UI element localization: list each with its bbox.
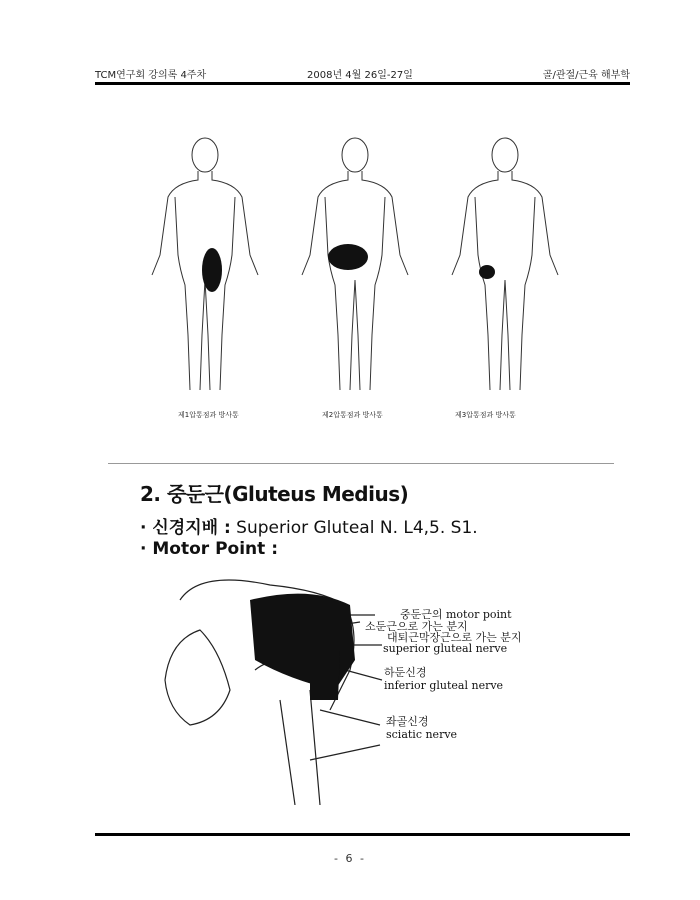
label-inferior-kr: 하둔신경: [384, 666, 427, 679]
figure-caption-2: 제2압통점과 방사통: [322, 411, 383, 419]
section-title: 2. 중둔근(Gluteus Medius): [140, 482, 409, 506]
body-figure-3: [452, 138, 558, 390]
header-center: 2008년 4월 26일-27일: [307, 70, 413, 81]
figure-caption-3: 제3압통점과 방사통: [455, 411, 516, 419]
label-inferior-gluteal-nerve: inferior gluteal nerve: [384, 679, 504, 692]
page-header: [95, 66, 630, 82]
label-sciatic-kr: 좌골신경: [386, 715, 429, 728]
innervation-value: Superior Gluteal N. L4,5. S1.: [230, 518, 478, 538]
gluteus-medius-muscle: [250, 594, 355, 690]
pain-area-2: [328, 244, 368, 270]
label-tfl-branch: 대퇴근막장근으로 가는 분지: [387, 631, 522, 644]
label-motor-point: 중둔근의 motor point: [400, 608, 512, 621]
motor-point-bullet: · Motor Point :: [140, 539, 278, 559]
header-rule: [95, 82, 630, 85]
figure-caption-1: 제1압통점과 방사통: [178, 411, 239, 419]
label-sciatic-nerve: sciatic nerve: [386, 728, 458, 741]
innervation-key: · 신경지배 :: [140, 518, 231, 538]
label-superior-gluteal-nerve: superior gluteal nerve: [383, 642, 508, 655]
sacrum-outline: [165, 630, 230, 725]
label-minimus-branch: 소둔근으로 가는 분지: [365, 620, 468, 633]
pain-area-1: [202, 248, 222, 292]
innervation-bullet: [140, 513, 478, 538]
header-right: 골/관절/근육 해부학: [542, 70, 630, 81]
page-number: - 6 -: [334, 852, 366, 865]
femur-outline: [280, 690, 320, 805]
header-left: TCM연구회 강의록 4주차: [95, 70, 207, 81]
pain-area-3: [479, 265, 495, 279]
footer-rule: [95, 833, 630, 836]
pain-pattern-figures: [140, 135, 580, 405]
gluteus-minimus-area: [310, 650, 340, 700]
